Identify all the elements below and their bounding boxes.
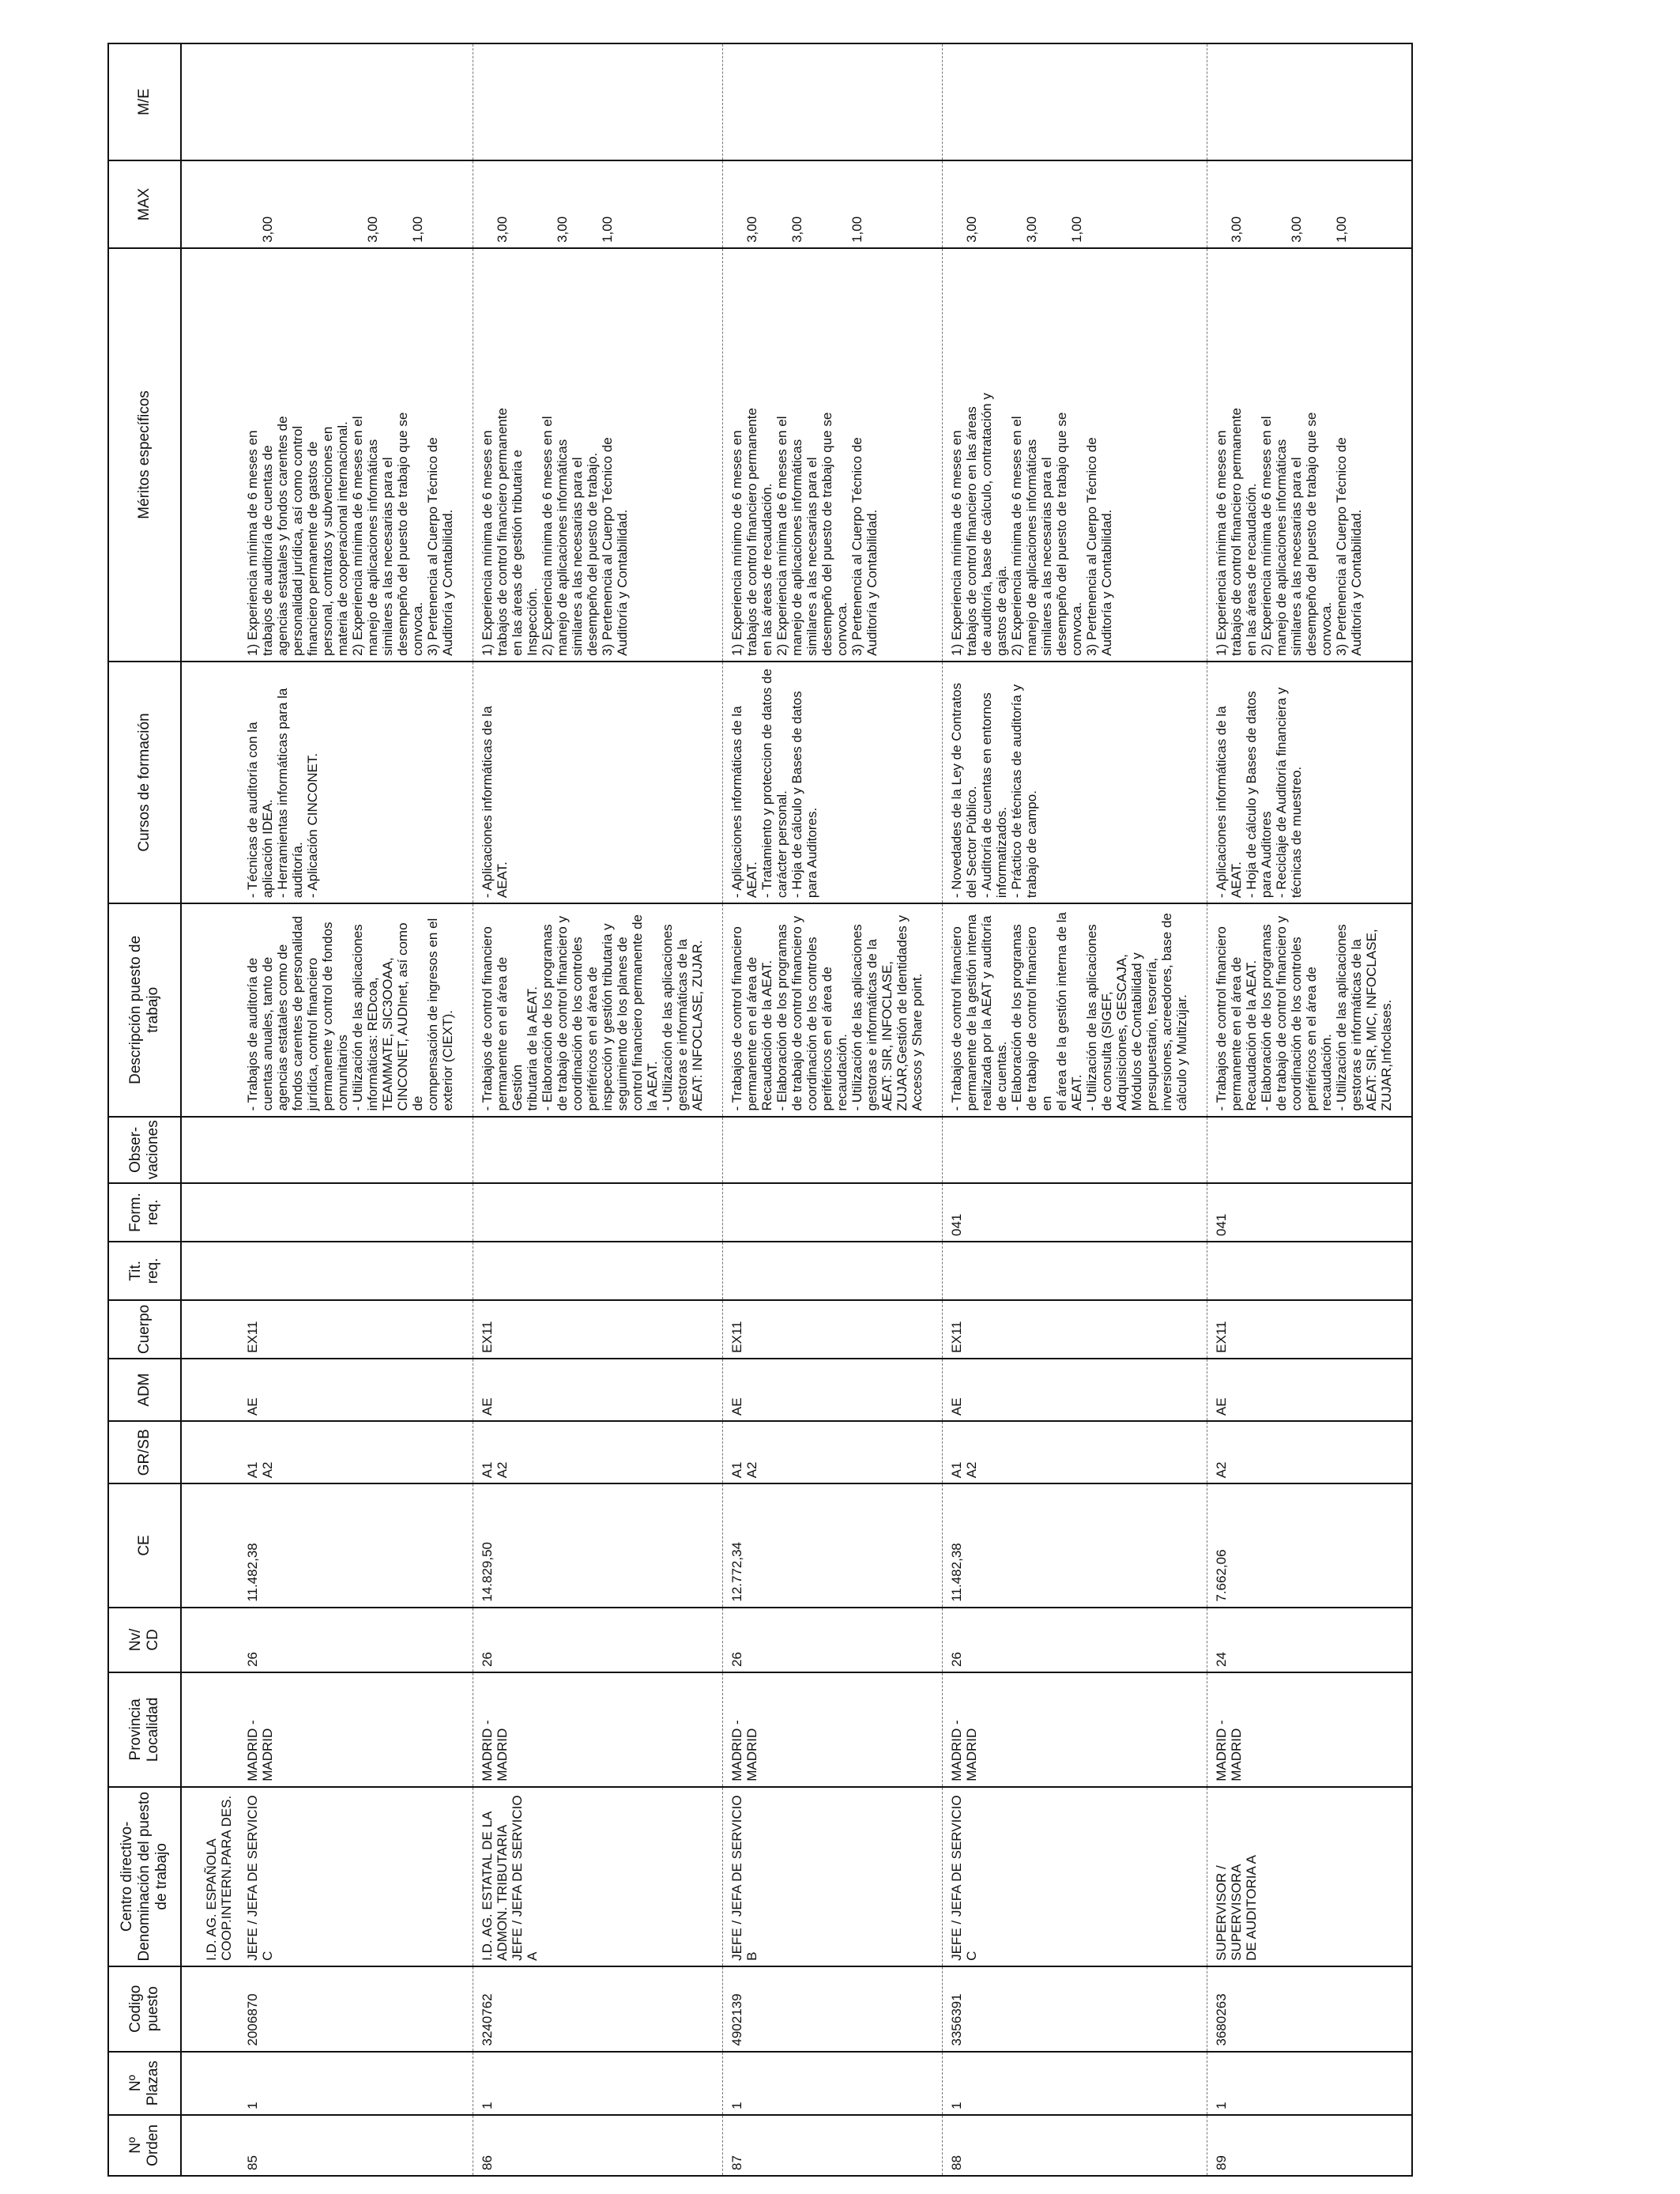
ce-cell: 12.772,34: [723, 1483, 943, 1607]
max-score: 3,00: [495, 216, 510, 243]
orden-cell: 89: [1207, 2115, 1413, 2176]
nivel-cell: 26: [473, 1608, 723, 1672]
header-centro: Centro directivo- Denominación del puesto de trabajo: [108, 1787, 181, 1966]
meritos-cell: 1) Experiencia mínima de 6 meses en trabajos de control financiero en las áreas de auditoría, base de cálculo, contratación y gastos de caja. 2) Experiencia mínima de 6 meses en el manejo de aplicaciones informáticas similares a las necesarias para el desempeño del puesto de trabajo que se convoca. 3) Pertenencia al Cuerpo Técnico de Auditoría y Contabilidad.: [943, 248, 1207, 662]
denominacion-cell: JEFE / JEFA DE SERVICIO C: [239, 1787, 473, 1966]
plazas-cell: 1: [239, 2052, 473, 2115]
formacion-cell: [723, 1183, 943, 1242]
header-obs: Obser- vaciones: [108, 1117, 181, 1184]
cursos-cell: - Aplicaciones informáticas de la AEAT.: [473, 662, 723, 903]
max-score-cell: [239, 160, 473, 248]
job-positions-table: [107, 43, 1413, 2177]
plazas-cell: 1: [723, 2052, 943, 2115]
me-cell: [473, 43, 723, 160]
grupo-cell: A1 A2: [943, 1421, 1207, 1483]
observaciones-cell: [473, 1117, 723, 1184]
max-score: 1,00: [600, 216, 615, 243]
grupo-cell: A1 A2: [723, 1421, 943, 1483]
nivel-cell: 26: [723, 1608, 943, 1672]
codigo-cell: 3240762: [473, 1966, 723, 2052]
cursos-cell: - Novedades de la Ley de Contratos del Sector Público. - Auditoría de cuentas en entornos informatizados. - Práctico de técnicas de auditoría y trabajo de campo.: [943, 662, 1207, 903]
nivel-cell: 26: [239, 1608, 473, 1672]
me-cell: [943, 43, 1207, 160]
observaciones-cell: [943, 1117, 1207, 1184]
max-score-cell: [723, 160, 943, 248]
observaciones-cell: [1207, 1117, 1413, 1184]
header-cuerpo: Cuerpo: [108, 1300, 181, 1359]
codigo-cell: 2006870: [239, 1966, 473, 2052]
ce-cell: 14.829,50: [473, 1483, 723, 1607]
titulacion-cell: [1207, 1242, 1413, 1300]
ce-cell: 11.482,38: [943, 1483, 1207, 1607]
plazas-cell: 1: [943, 2052, 1207, 2115]
centro-directivo-86: I.D. AG. ESTATAL DE LA ADMON. TRIBUTARIA: [480, 1811, 510, 1961]
max-score: 3,00: [1229, 216, 1244, 243]
header-form: Form. req.: [108, 1183, 181, 1242]
descripcion-cell: - Trabajos de control financiero permanente de la gestión interna realizada por la AEAT y auditoría de cuentas. - Elaboración de los programas de trabajo de control financiero en el área de la gestión interna de la AEAT. - Utilización de las aplicaciones de consulta (SIGEF, Adquisiciones, GESCAJA, Módulos de Contabilidad y presupuestario, tesorería, inversiones, acreedores, base de cálculo y Multizújar.: [943, 903, 1207, 1116]
me-cell: [1207, 43, 1413, 160]
max-score: 3,00: [260, 216, 275, 243]
observaciones-cell: [723, 1117, 943, 1184]
adm-cell: AE: [943, 1359, 1207, 1421]
max-score-cell: [943, 160, 1207, 248]
max-score: 1,00: [1334, 216, 1349, 243]
ce-cell: 11.482,38: [239, 1483, 473, 1607]
max-score: 3,00: [555, 216, 570, 243]
orden-cell: 88: [943, 2115, 1207, 2176]
provincia-cell: MADRID - MADRID: [239, 1672, 473, 1787]
orden-cell: 87: [723, 2115, 943, 2176]
table-row: [1207, 43, 1413, 2176]
header-me: M/E: [108, 43, 181, 160]
header-nv: Nv/ CD: [108, 1608, 181, 1672]
max-score: 3,00: [1289, 216, 1304, 243]
denominacion-cell: JEFE / JEFA DE SERVICIO C: [943, 1787, 1207, 1966]
header-cursos: Cursos de formación: [108, 662, 181, 903]
header-meritos: Méritos específicos: [108, 248, 181, 662]
meritos-cell: 1) Experiencia mínimo de 6 meses en trabajos de control financiero permanente en las áreas de recaudación. 2) Experiencia mínima de 6 meses en el manejo de aplicaciones informáticas similares a las necesarias para el desempeño del puesto de trabajo que se convoca. 3) Pertenencia al Cuerpo Técnico de Auditoría y Contabilidad.: [723, 248, 943, 662]
table-row: [723, 43, 943, 2176]
table-row: [239, 43, 473, 2176]
max-score-cell: [1207, 160, 1413, 248]
codigo-cell: 4902139: [723, 1966, 943, 2052]
provincia-cell: MADRID - MADRID: [943, 1672, 1207, 1787]
formacion-cell: [473, 1183, 723, 1242]
titulacion-cell: [473, 1242, 723, 1300]
titulacion-cell: [723, 1242, 943, 1300]
meritos-cell: 1) Experiencia mínima de 6 meses en trabajos de control financiero permanente en las áreas de recaudación. 2) Experiencia mínima de 6 meses en el manejo de aplicaciones informáticas similares a las necesarias para el desempeño del puesto de trabajo que se convoca. 3) Pertenencia al Cuerpo Técnico de Auditoría y Contabilidad.: [1207, 248, 1413, 662]
cursos-cell: - Aplicaciones informáticas de la AEAT. - Hoja de cálculo y Bases de datos para Auditores - Reciclaje de Auditoría financiera y técnicas de muestreo.: [1207, 662, 1413, 903]
max-score-cell: [473, 160, 723, 248]
header-gr: GR/SB: [108, 1421, 181, 1483]
table-row: [473, 43, 723, 2176]
codigo-cell: 3356391: [943, 1966, 1207, 2052]
orden-cell: 85: [239, 2115, 473, 2176]
header-plazas: Nº Plazas: [108, 2052, 181, 2115]
me-cell: [239, 43, 473, 160]
cursos-cell: - Aplicaciones informáticas de la AEAT. - Tratamiento y proteccion de datos de carácter personal. - Hoja de cálculo y Bases de datos para Auditores.: [723, 662, 943, 903]
cuerpo-cell: EX11: [1207, 1300, 1413, 1359]
header-desc: Descripción puesto de trabajo: [108, 903, 181, 1116]
orden-cell: 86: [473, 2115, 723, 2176]
provincia-cell: MADRID - MADRID: [723, 1672, 943, 1787]
cuerpo-cell: EX11: [723, 1300, 943, 1359]
header-ce: CE: [108, 1483, 181, 1607]
titulacion-cell: [239, 1242, 473, 1300]
plazas-cell: 1: [473, 2052, 723, 2115]
descripcion-cell: - Trabajos de control financiero permanente en el área de Gestión tributaria de la AEAT. - Elaboración de los programas de trabajo de control financiero y coordinación de los controles periféricos en el área de inspección y gestión tributaria y seguimiento de los planes de control financiero permanente de la AEAT. - Utilización de las aplicaciones gestoras e informáticas de la AEAT: INFOCLASE, ZUJAR.: [473, 903, 723, 1116]
codigo-cell: 3680263: [1207, 1966, 1413, 2052]
meritos-cell: 1) Experiencia mínima de 6 meses en trabajos de auditoría de cuentas de agencias estatales y fondos carentes de personalidad jurídica, así como control financiero permanente de gastos de personal, contratos y subvenciones en materia de cooperacional internacional. 2) Experiencia mínima de 6 meses en el manejo de aplicaciones informáticas similares a las necesarias para el desempeño del puesto de trabajo que se convoca. 3) Pertenencia al Cuerpo Técnico de Auditoría y Contabilidad.: [239, 248, 473, 662]
nivel-cell: 24: [1207, 1608, 1413, 1672]
header-codigo: Codigo puesto: [108, 1966, 181, 2052]
grupo-cell: A1 A2: [473, 1421, 723, 1483]
grupo-cell: A2: [1207, 1421, 1413, 1483]
titulacion-cell: [943, 1242, 1207, 1300]
max-score: 1,00: [1069, 216, 1084, 243]
ce-cell: 7.662,06: [1207, 1483, 1413, 1607]
nivel-cell: 26: [943, 1608, 1207, 1672]
max-score: 3,00: [744, 216, 759, 243]
header-row: [108, 43, 181, 2176]
provincia-cell: MADRID - MADRID: [473, 1672, 723, 1787]
formacion-cell: [239, 1183, 473, 1242]
descripcion-cell: - Trabajos de control financiero permanente en el área de Recaudación de la AEAT. - Elaboración de los programas de trabajo de control financiero y coordinación de los controles periféricos en el área de recaudación. - Utilización de las aplicaciones gestoras e informáticas de la AEAT: SIR, MIC, INFOCLASE, ZUJAR,Infoclases.: [1207, 903, 1413, 1116]
cuerpo-cell: EX11: [239, 1300, 473, 1359]
header-provincia: Provincia Localidad: [108, 1672, 181, 1787]
descripcion-cell: - Trabajos de control financiero permanente en el área de Recaudación de la AEAT. - Elaboración de los programas de trabajo de control financiero y coordinación de los controles periféricos en el área de recaudación. - Utilización de las aplicaciones gestoras e informáticas de la AEAT: SIR, INFOCLASE, ZUJAR,Gestión de Identidades y Accesos y Share point.: [723, 903, 943, 1116]
header-tit: Tit. req.: [108, 1242, 181, 1300]
centro-directivo-85: I.D. AG. ESPAÑOLA COOP.INTERN.PARA DES.: [181, 1787, 239, 1966]
formacion-cell: 041: [943, 1183, 1207, 1242]
table-row-85-header: [181, 43, 239, 2176]
adm-cell: AE: [723, 1359, 943, 1421]
formacion-cell: 041: [1207, 1183, 1413, 1242]
observaciones-cell: [239, 1117, 473, 1184]
max-score: 3,00: [964, 216, 979, 243]
header-max: MAX: [108, 160, 181, 248]
cuerpo-cell: EX11: [473, 1300, 723, 1359]
adm-cell: AE: [1207, 1359, 1413, 1421]
max-score: 1,00: [849, 216, 864, 243]
max-score: 3,00: [789, 216, 804, 243]
max-score: 1,00: [410, 216, 425, 243]
grupo-cell: A1 A2: [239, 1421, 473, 1483]
cuerpo-cell: EX11: [943, 1300, 1207, 1359]
descripcion-cell: - Trabajos de auditoría de cuentas anuales, tanto de agencias estatales como de fondos carentes de personalidad jurídica, control financiero permanente y control de fondos comunitarios - Utilización de las aplicaciones informáticas: REDcoa, TEAMMATE, SIC3OOAA, CINCONET, AUDInet, así como de compensación de ingresos en el exterior (CIEXT).: [239, 903, 473, 1116]
denominacion-cell: JEFE / JEFA DE SERVICIO B: [723, 1787, 943, 1966]
denominacion-text: JEFE / JEFA DE SERVICIO A: [510, 1795, 540, 1961]
header-adm: ADM: [108, 1359, 181, 1421]
denominacion-cell: SUPERVISOR / SUPERVISORA DE AUDITORIA A: [1207, 1787, 1413, 1966]
table-row: [943, 43, 1207, 2176]
max-score: 3,00: [365, 216, 380, 243]
denominacion-cell: [473, 1787, 723, 1966]
max-score: 3,00: [1024, 216, 1039, 243]
cursos-cell: - Técnicas de auditoría con la aplicación IDEA. - Herramientas informáticas para la auditoría. - Aplicación CINCONET.: [239, 662, 473, 903]
meritos-cell: 1) Experiencia mínima de 6 meses en trabajos de control financiero permanente en las áreas de gestión tributaria e Inspección. 2) Experiencia mínima de 6 meses en el manejo de aplicaciones informáticas similares a las necesarias para el desempeño del puesto de trabajo. 3) Pertenencia al Cuerpo Técnico de Auditoría y Contabilidad.: [473, 248, 723, 662]
plazas-cell: 1: [1207, 2052, 1413, 2115]
adm-cell: AE: [239, 1359, 473, 1421]
adm-cell: AE: [473, 1359, 723, 1421]
header-orden: Nº Orden: [108, 2115, 181, 2176]
provincia-cell: MADRID - MADRID: [1207, 1672, 1413, 1787]
me-cell: [723, 43, 943, 160]
